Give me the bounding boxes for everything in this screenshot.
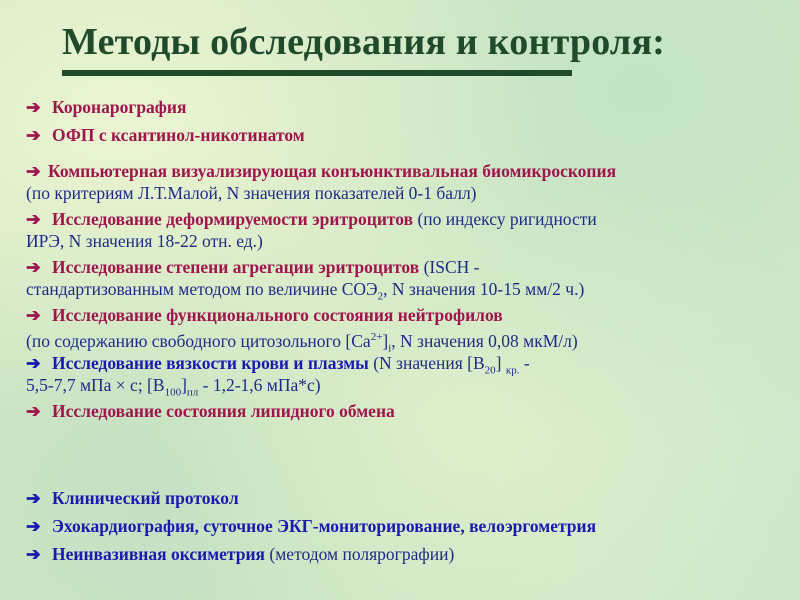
arrow-icon: ➔ [26, 305, 41, 325]
list-item-coronarography: ➔ Коронарография [26, 97, 187, 117]
arrow-icon: ➔ [26, 257, 41, 277]
list-item-viscosity: ➔ Исследование вязкости крови и плазмы (N значения $[B_{20}]$ $_{кр.}$ - [26, 353, 530, 377]
arrow-icon: ➔ [26, 161, 41, 181]
list-item-echo: ➔ Эхокардиография, суточное ЭКГ-мониторирование, велоэргометрия [26, 516, 597, 536]
slide-title: Методы обследования и контроля: [62, 21, 666, 63]
list-item-lipid: ➔ Исследование состояния липидного обмена [26, 401, 395, 421]
arrow-icon: ➔ [26, 353, 41, 373]
title-underline [62, 70, 572, 76]
arrow-icon: ➔ [26, 544, 41, 564]
list-item-note: ИРЭ, N значения 18-22 отн. ед.) [26, 231, 263, 251]
list-item-protocol: ➔ Клинический протокол [26, 488, 239, 508]
list-item-note: (по содержанию свободного цитозольного $[Ca^{2+}]_i$, N значения 0,08 мкМ/л) [26, 330, 578, 355]
arrow-icon: ➔ [26, 125, 41, 145]
arrow-icon: ➔ [26, 516, 41, 536]
arrow-icon: ➔ [26, 488, 41, 508]
arrow-icon: ➔ [26, 209, 41, 229]
list-item-biomicroscopy: ➔ Компьютерная визуализирующая конъюнктивальная биомикроскопия [26, 161, 617, 181]
list-item-aggregation: ➔ Исследование степени агрегации эритроцитов (ISCH - [26, 257, 480, 277]
list-item-ofp: ➔ ОФП с ксантинол-никотинатом [26, 125, 305, 145]
list-item-neutrophils: ➔ Исследование функционального состояния нейтрофилов [26, 305, 503, 325]
list-item-note: стандартизованным методом по величине $СОЭ_2$, N значения 10-15 мм/2 ч.) [26, 279, 585, 303]
arrow-icon: ➔ [26, 401, 41, 421]
arrow-icon: ➔ [26, 97, 41, 117]
list-item-deformability: ➔ Исследование деформируемости эритроцитов (по индексу ригидности [26, 209, 597, 229]
list-item-oximetry: ➔ Неинвазивная оксиметрия (методом полярографии) [26, 544, 455, 564]
list-item-note: 5,5-7,7 мПа × с; $[B_{100}]_{пл} - 1,2-1,6$ мПа*с) [26, 375, 321, 399]
list-item-note: (по критериям Л.Т.Малой, N значения показателей 0-1 балл) [26, 183, 477, 203]
